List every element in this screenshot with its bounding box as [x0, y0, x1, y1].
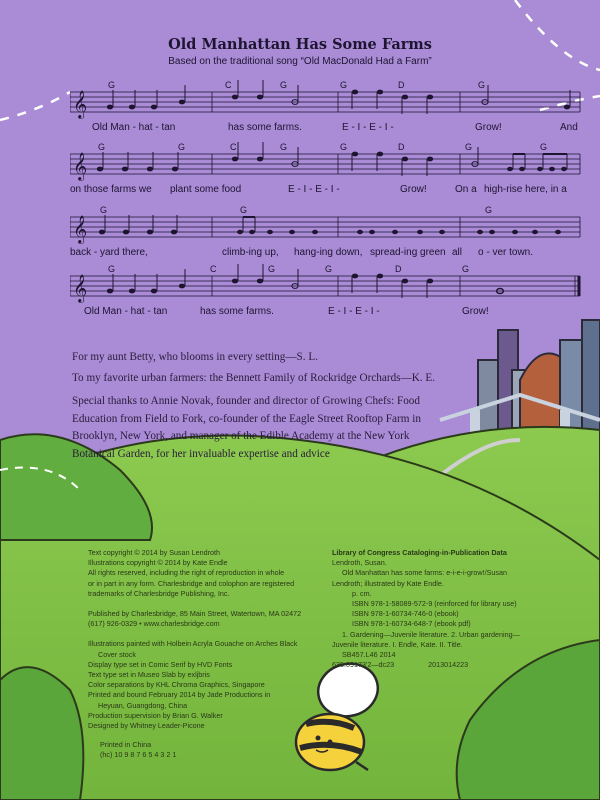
chord: C	[210, 264, 217, 274]
chord: G	[465, 142, 473, 152]
chord: G	[178, 142, 186, 152]
chord: D	[398, 142, 405, 152]
chord: G	[485, 205, 493, 215]
lyric: Grow!	[475, 122, 502, 133]
chord: G	[98, 142, 106, 152]
lyric: E - I - E - I -	[288, 184, 340, 195]
chord: G	[280, 80, 288, 90]
chord: G	[325, 264, 333, 274]
chord: G	[240, 205, 248, 215]
lyric: E - I - E - I -	[328, 306, 380, 317]
chord: D	[398, 80, 405, 90]
svg-text:𝄞: 𝄞	[73, 152, 88, 180]
copyright-block	[88, 548, 328, 741]
lyric: climb-ing up,	[222, 247, 279, 258]
chord: G	[462, 264, 470, 274]
chord: G	[340, 80, 348, 90]
acknowledgment: Special thanks to Annie Novak, founder and director of Growing Chefs: Food Education from Field to Fork, co-founder of the Eagle Street Rooftop Farm in Brooklyn, New York, and manager of the Edible Academy at the New York Botanical Garden, for her invaluable expertise and advice	[72, 395, 421, 460]
dedication-author: For my aunt Betty, who blooms in every setting—S. L.	[72, 351, 319, 363]
svg-text:𝄞: 𝄞	[73, 274, 88, 302]
svg-text:𝄞: 𝄞	[73, 215, 88, 243]
cip-heading: Library of Congress Cataloging-in-Publication Data	[332, 548, 507, 557]
production-credits: Illustrations painted with Holbein Acryla Gouache on Arches Black Cover stock Display type set in Comic Serif by HVD Fonts Text type set in Museo Slab by exljbris Color separations by KHL Chroma Graphics, Singapore Printed and bound February 2014 by Jade Productions in Heyuan, Guangdong, China Production supervision by Brian G. Walker Designed by Whitney Leader-Picone	[88, 639, 298, 731]
dedication-illustrator: To my favorite urban farmers: the Bennett Family of Rockridge Orchards—K. E.	[72, 372, 436, 384]
chord: C	[230, 142, 237, 152]
song-subtitle: Based on the traditional song “Old MacDonald Had a Farm”	[168, 56, 432, 67]
lyric: has some farms.	[200, 306, 274, 317]
chord: C	[225, 80, 232, 90]
chord: G	[108, 264, 116, 274]
lyric: back - yard there,	[70, 247, 148, 258]
lyric: Old Man - hat - tan	[84, 306, 168, 317]
lyric: o - ver town.	[478, 247, 534, 258]
lyric: high-rise here, in a	[484, 184, 567, 195]
lyric: Grow!	[400, 184, 427, 195]
chord: G	[280, 142, 288, 152]
lyric: on those farms we	[70, 184, 152, 195]
lyric: plant some food	[170, 184, 242, 195]
lyric: Old Man - hat - tan	[92, 122, 176, 133]
publisher-info: Published by Charlesbridge, 85 Main Street, Watertown, MA 02472 (617) 926-0329 • www.charlesbridge.com	[88, 609, 302, 629]
lyric: Grow!	[462, 306, 489, 317]
lyric: And	[560, 122, 578, 133]
lyric: has some farms.	[228, 122, 302, 133]
chord: G	[268, 264, 276, 274]
chord: G	[340, 142, 348, 152]
lyric: spread-ing green	[370, 247, 446, 258]
chord: G	[108, 80, 116, 90]
chord: G	[540, 142, 548, 152]
svg-text:𝄞: 𝄞	[73, 90, 88, 118]
lyric: On a	[455, 184, 477, 195]
chord: D	[395, 264, 402, 274]
lyric: all	[452, 247, 463, 258]
lyric: hang-ing down,	[294, 247, 363, 258]
chord: G	[100, 205, 108, 215]
music-staff-row-4	[70, 264, 582, 342]
chord: G	[478, 80, 486, 90]
cip-data: Library of Congress Cataloging-in-Publication Data Lendroth, Susan. Old Manhattan has some farms: e-i-e-i-grow!/Susan Lendroth; illustrated by Kate Endle. p. cm. ISBN 978-1-58089-572-9 (reinforced for library use) ISBN 978-1-60734-746-0 (ebook) ISBN 978-1-60734-648-7 (ebook pdf) 1. Gardening—Juvenile literature. 2. Urban gardening— Juvenile literature. I. Endle, Kate. II. Title. SB457.L46 2014 635.09173'2—dc23 2013014223	[332, 548, 552, 670]
printing-info: Printed in China (hc) 10 9 8 7 6 5 4 3 2 1	[100, 740, 177, 760]
copyright-notice: Text copyright © 2014 by Susan Lendroth Illustrations copyright © 2014 by Kate Endle All rights reserved, including the right of reproduction in whole or in part in any form. Charlesbridge and colophon are registered trademarks of Charlesbridge Publishing, Inc.	[88, 548, 295, 598]
song-title: Old Manhattan Has Some Farms	[168, 36, 432, 53]
lyric: E - I - E - I -	[342, 122, 394, 133]
